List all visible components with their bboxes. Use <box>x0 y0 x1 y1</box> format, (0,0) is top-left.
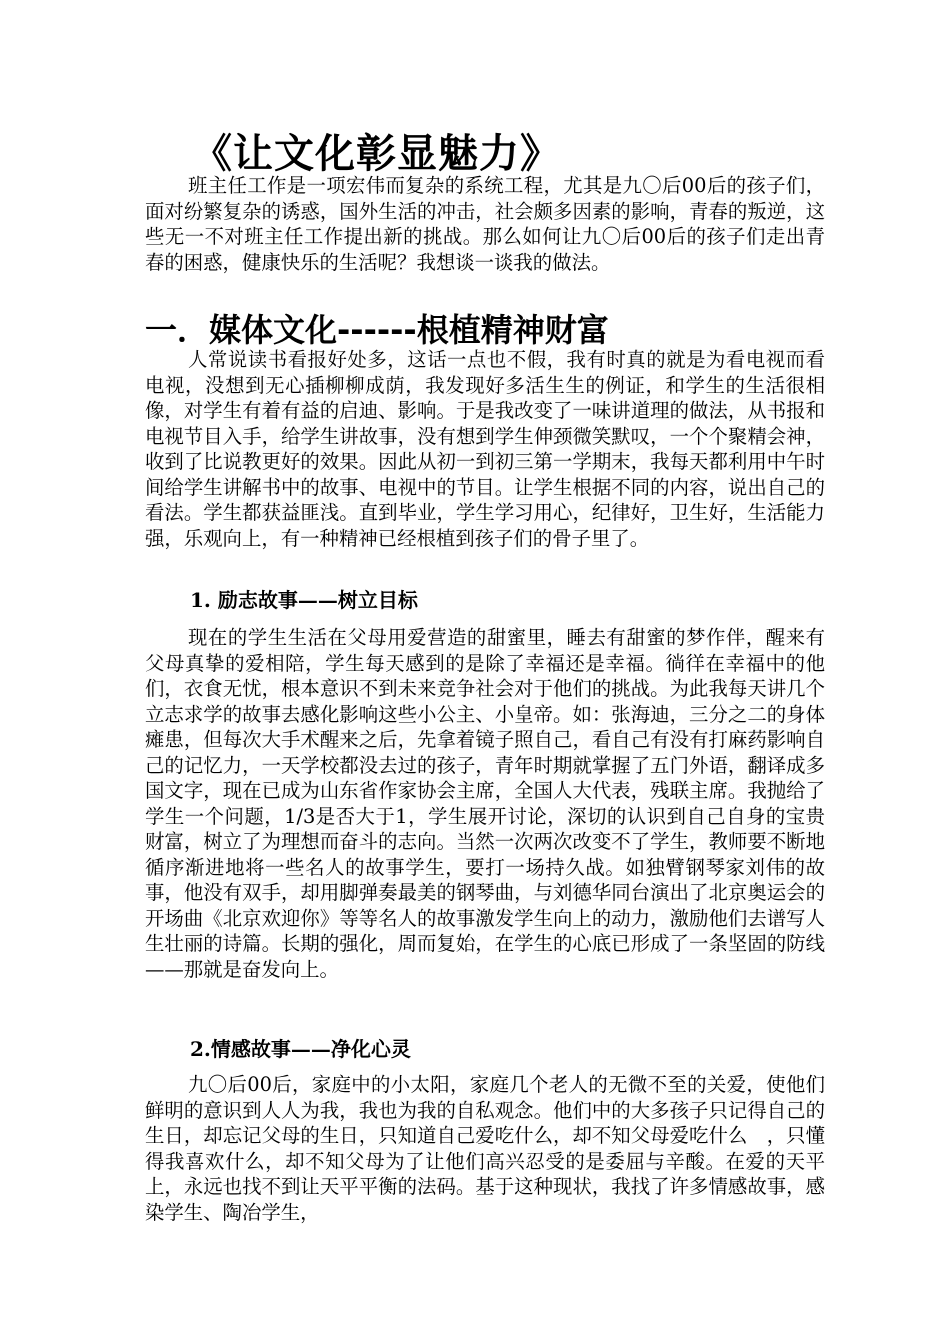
subsection-2-paragraph: 九〇后00后，家庭中的小太阳，家庭几个老人的无微不至的关爱，使他们鲜明的意识到人人为我，我也为我的自私观念。他们中的大多孩子只记得自己的生日，却忘记父母的生日，只知道自己爱吃什么，却不知父母爱吃什么 ，只懂得我喜欢什么，却不知父母为了让他们高兴忍受的是委屈与辛酸。在爱的天平上，永远也找不到让天平平衡的法码。基于这种现状，我找了许多情感故事，感染学生、陶冶学生， <box>145 1073 825 1224</box>
section-1-paragraph: 人常说读书看报好处多，这话一点也不假，我有时真的就是为看电视而看电视，没想到无心插柳柳成荫，我发现好多活生生的例证，和学生的生活很相像，对学生有着有益的启迪、影响。于是我改变了一味讲道理的做法，从书报和电视节目入手，给学生讲故事，没有想到学生伸颈微笑默叹，一个个聚精会神，收到了比说教更好的效果。因此从初一到初三第一学期末，我每天都利用中午时间给学生讲解书中的故事、电视中的节目。让学生根据不同的内容，说出自己的看法。学生都获益匪浅。直到毕业，学生学习用心，纪律好，卫生好，生活能力强，乐观向上，有一种精神已经根植到孩子们的骨子里了。 <box>145 348 825 550</box>
document-title: 《让文化彰显魅力》 <box>192 131 561 177</box>
subsection-heading-2: 2.情感故事——净化心灵 <box>190 1037 411 1061</box>
intro-paragraph: 班主任工作是一项宏伟而复杂的系统工程，尤其是九〇后00后的孩子们，面对纷繁复杂的诱惑，国外生活的冲击，社会颇多因素的影响，青春的叛逆，这些无一不对班主任工作提出新的挑战。那么如何让九〇后00后的孩子们走出青春的困惑，健康快乐的生活呢？我想谈一谈我的做法。 <box>145 174 825 274</box>
subsection-heading-1: 1. 励志故事——树立目标 <box>190 588 418 612</box>
subsection-1-paragraph: 现在的学生生活在父母用爱营造的甜蜜里，睡去有甜蜜的梦作伴，醒来有父母真挚的爱相陪，学生每天感到的是除了幸福还是幸福。徜徉在幸福中的他们，衣食无忧，根本意识不到未来竞争社会对于他们的挑战。为此我每天讲几个立志求学的故事去感化影响这些小公主、小皇帝。如：张海迪，三分之二的身体瘫患，但每次大手术醒来之后，先拿着镜子照自己，看自己有没有打麻药影响自己的记忆力，一天学校都没去过的孩子，青年时期就掌握了五门外语，翻译成多国文字，现在已成为山东省作家协会主席，全国人大代表，残联主席。我抛给了学生一个问题，1/3是否大于1，学生展开讨论，深切的认识到自己自身的宝贵财富，树立了为理想而奋斗的志向。当然一次两次改变不了学生，教师要不断地循序渐进地将一些名人的故事学生，要打一场持久战。如独臂钢琴家刘伟的故事，他没有双手，却用脚弹奏最美的钢琴曲，与刘德华同台演出了北京奥运会的开场曲《北京欢迎你》等等名人的故事激发学生向上的动力，激励他们去谱写人生壮丽的诗篇。长期的强化，周而复始，在学生的心底已形成了一条坚固的防线——那就是奋发向上。 <box>145 626 825 981</box>
section-heading-1: 一．媒体文化------根植精神财富 <box>145 311 609 349</box>
